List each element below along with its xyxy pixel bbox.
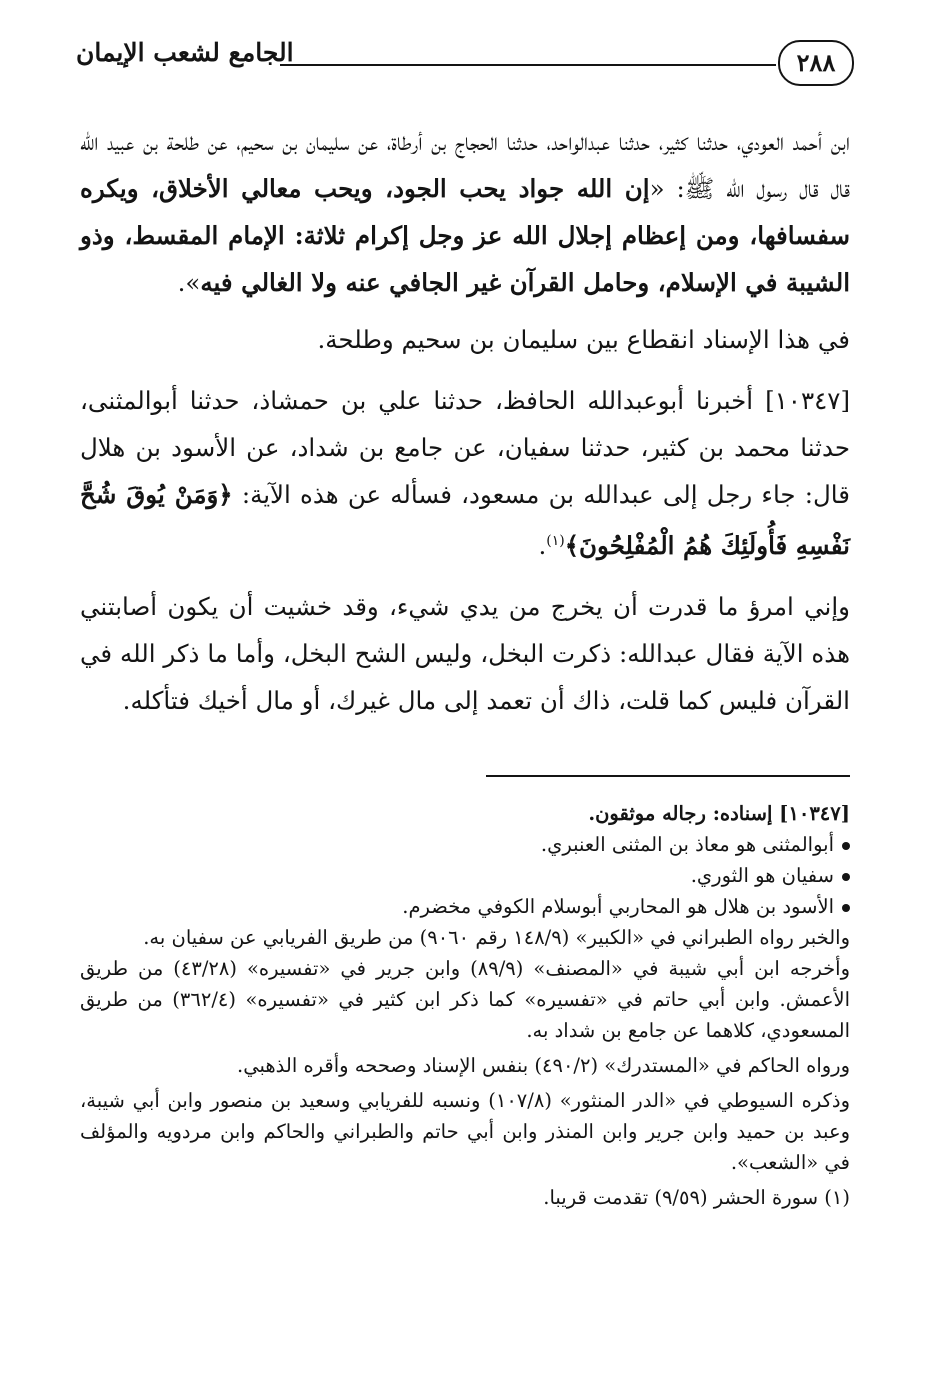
- narration-end: .: [538, 531, 547, 561]
- bullet-icon: [842, 904, 850, 912]
- footnote-hakim: ورواه الحاكم في «المستدرك» (٤٩٠/٢) بنفس الإسناد وصححه وأقره الذهبي.: [237, 1054, 850, 1077]
- page-header: [76, 34, 854, 104]
- paragraph-narration: [80, 377, 850, 569]
- paragraph-hadith: [80, 118, 850, 306]
- paragraph-continuation: وإني امرؤ ما قدرت أن يخرج من يدي شيء، وقد خشيت أن يكون أصابتني هذه الآية فقال عبدالله: ذكرت البخل، وليس الشح البخل، وأما ما ذكر الله في القرآن فليس كما قلت، ذاك أن تعمد إلى مال غيرك، أو مال أخيك فتأكله.: [80, 592, 850, 716]
- narration-text: [١٠٣٤٧] أخبرنا أبوعبدالله الحافظ، حدثنا علي بن حمشاذ، حدثنا أبوالمثنى، حدثنا محمد بن كثير، حدثنا سفيان، عن جامع بن شداد، عن الأسود بن هلال قال: جاء رجل إلى عبدالله بن مسعود، فسأله عن هذه الآية:: [80, 386, 850, 509]
- bullet-text: أبوالمثنى هو معاذ بن المثنى العنبري.: [540, 833, 834, 856]
- footnote-suyuti: وذكره السيوطي في «الدر المنثور» (١٠٧/٨) ونسبه للفريابي وسعيد بن منصور وابن أبي شيبة، وعبد بن حميد وابن جرير وابن المنذر وابن أبي حاتم والطبراني والحاكم وابن مردويه والمؤلف في «الشعب».: [80, 1089, 850, 1174]
- bullet-text: سفيان هو الثوري.: [690, 864, 834, 887]
- footnote-ibn-abi-shayba: وأخرجه ابن أبي شيبة في «المصنف» (٨٩/٩) وابن جرير في «تفسيره» (٤٣/٢٨) من طريق الأعمش. وابن أبي حاتم في «تفسيره» كما ذكر ابن كثير في «تفسيره» (٣٦٢/٤) من طريق المسعودي، كلاهما عن جامع بن شداد به.: [80, 957, 851, 1042]
- page-number: ٢٨٨: [778, 40, 854, 86]
- footnote-tabarani: والخبر رواه الطبراني في «الكبير» (١٤٨/٩ رقم ٩٠٦٠) من طريق الفريابي عن سفيان به.: [143, 926, 850, 949]
- footnote-bullet: [80, 829, 850, 860]
- paragraph-comment: في هذا الإسناد انقطاع بين سليمان بن سحيم وطلحة.: [317, 325, 850, 354]
- header-rule: [280, 64, 776, 66]
- hadith-close: ».: [177, 268, 201, 297]
- footnote-rule: [486, 775, 850, 777]
- isnad-text: ابن أحمد العودي، حدثنا كثير، حدثنا عبدالواحد، حدثنا الحجاج بن أرطاة، عن سليمان بن سحيم، عن طلحة بن عبيد الله قال قال رسول الله ﷺ: «: [80, 127, 850, 203]
- footnote-bullet: [80, 860, 850, 891]
- bullet-icon: [842, 873, 850, 881]
- footnote-marker: (١): [546, 533, 565, 549]
- running-title: الجامع لشعب الإيمان: [76, 38, 294, 67]
- footnote-heading: [١٠٣٤٧] إسناده: رجاله موثقون.: [588, 802, 850, 825]
- footnote-verse-ref: (١) سورة الحشر (٩/٥٩) تقدمت قريبا.: [543, 1186, 850, 1209]
- hadith-text: إن الله جواد يحب الجود، ويحب معالي الأخلاق، ويكره سفسافها، ومن إعظام إجلال الله عز وجل إكرام ثلاثة: الإمام المقسط، وذو الشيبة في الإسلام، وحامل القرآن غير الجافي عنه ولا الغالي فيه: [80, 174, 850, 297]
- footnotes: [80, 798, 850, 1213]
- quran-verse: ﴿وَمَنْ يُوقَ شُحَّ نَفْسِهِ فَأُولَئِكَ هُمُ الْمُفْلِحُونَ﴾: [80, 480, 850, 561]
- footnote-bullet: [80, 891, 850, 922]
- bullet-text: الأسود بن هلال هو المحاربي أبوسلام الكوفي مخضرم.: [402, 895, 834, 918]
- bullet-icon: [842, 842, 850, 850]
- main-text: [80, 118, 850, 724]
